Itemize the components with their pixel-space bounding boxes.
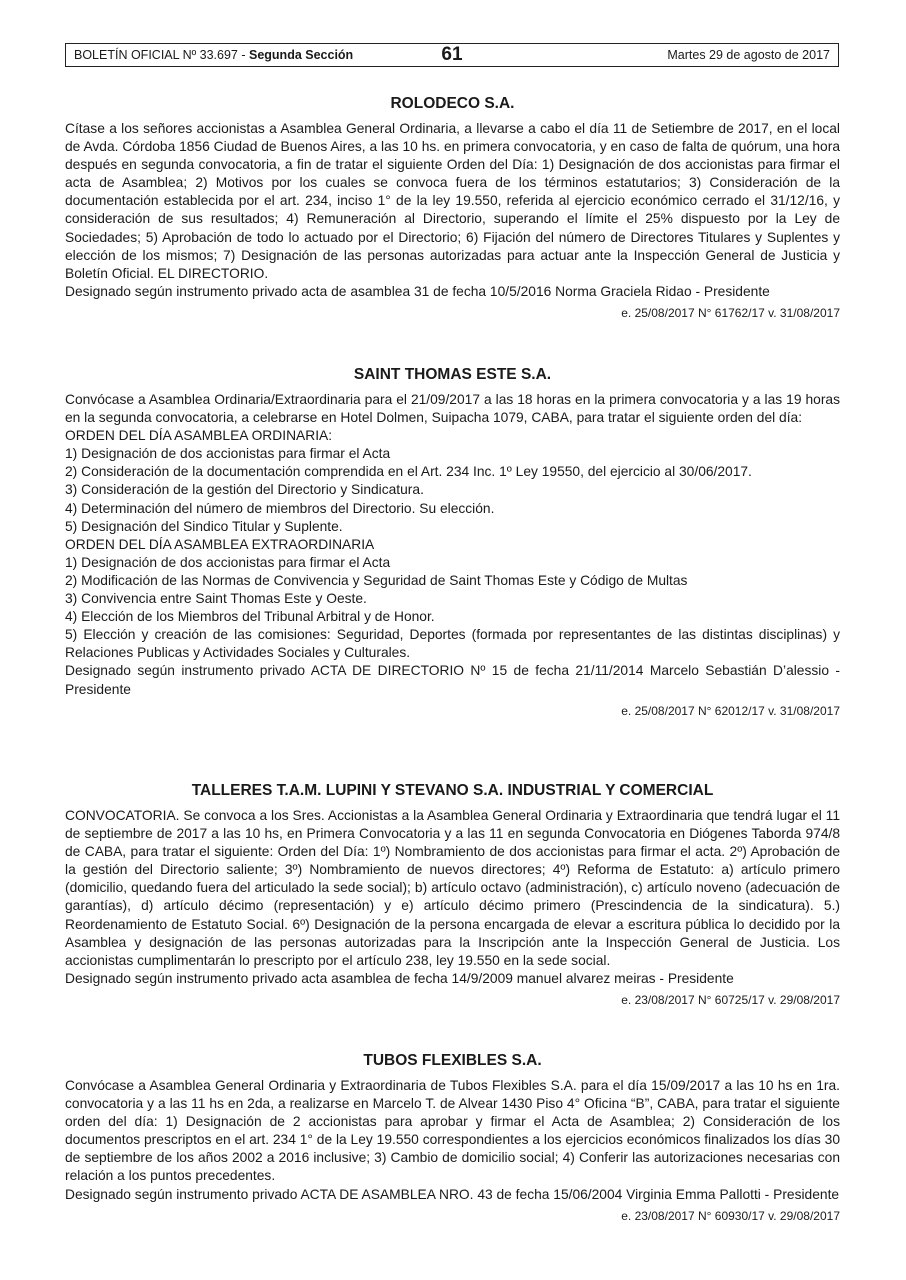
notice-body [65, 120, 840, 301]
agenda-item: 2) Consideración de la documentación comprendida en el Art. 234 Inc. 1º Ley 19550, del ejercicio al 30/06/2017. [65, 464, 752, 480]
notice-reference: e. 23/08/2017 N° 60725/17 v. 29/08/2017 [621, 992, 840, 1007]
notice-body [65, 807, 840, 988]
page-number: 61 [441, 44, 463, 65]
agenda-heading-ordinary: ORDEN DEL DÍA ASAMBLEA ORDINARIA: [65, 428, 333, 444]
notice-body [65, 1077, 840, 1204]
agenda-item: 5) Elección y creación de las comisiones: Seguridad, Deportes (formada por representantes de las distintas disciplinas) y Relaciones Publicas y Actividades Sociales y Culturales. [65, 627, 840, 661]
notice-title: TUBOS FLEXIBLES S.A. [363, 1052, 542, 1069]
notice-signature: Designado según instrumento privado ACTA DE DIRECTORIO Nº 15 de fecha 21/11/2014 Marcelo Sebastián D’alessio - Presidente [65, 663, 840, 697]
page-header [65, 43, 839, 67]
notice-body [65, 391, 840, 699]
publication-name: BOLETÍN OFICIAL Nº 33.697 - [74, 48, 249, 62]
notice-signature: Designado según instrumento privado ACTA DE ASAMBLEA NRO. 43 de fecha 15/06/2004 Virginia Emma Pallotti - Presidente [65, 1186, 840, 1202]
notice-title: TALLERES T.A.M. LUPINI Y STEVANO S.A. INDUSTRIAL Y COMERCIAL [191, 782, 714, 799]
notice-reference: e. 25/08/2017 N° 61762/17 v. 31/08/2017 [621, 305, 840, 320]
agenda-item: 5) Designación del Sindico Titular y Suplente. [65, 518, 343, 534]
notice-title: SAINT THOMAS ESTE S.A. [353, 366, 552, 383]
agenda-item: 3) Convivencia entre Saint Thomas Este y Oeste. [65, 591, 367, 607]
notice-text: Convócase a Asamblea General Ordinaria y Extraordinaria de Tubos Flexibles S.A. para el día 15/09/2017 a las 10 hs en 1ra. convocatoria y a las 11 hs en 2da, a realizarse en Marcelo T. de Alvear 1430 Piso 4° Oficina “B”, CABA, para tratar el siguiente orden del día: 1) Designación de 2 accionistas para aprobar y firmar el Acta de Asamblea; 2) Consideración de los documentos prescriptos en el art. 234 1° de la Ley 19.550 correspondientes a los ejercicios económicos finalizados los días 30 de septiembre de los años 2002 a 2016 inclusive; 3) Cambio de domicilio social; 4) Conferir las autorizaciones necesarias con relación a los puntos precedentes. [65, 1078, 840, 1184]
notice-text: CONVOCATORIA. Se convoca a los Sres. Accionistas a la Asamblea General Ordinaria y Extraordinaria que tendrá lugar el 11 de septiembre de 2017 a las 10 hs, en Primera Convocatoria y a las 11 en segunda Convocatoria en Diógenes Taborda 974/8 de CABA, para tratar el siguiente: Orden del Día: 1º) Nombramiento de dos accionistas para firmar el acta. 2º) Aprobación de la gestión del Directorio saliente; 3º) Nombramiento de nuevos directores; 4º) Reforma de Estatuto: a) artículo primero (domicilio, quedando fuera del articulado la sede social); b) artículo octavo (administración), c) artículo noveno (adecuación de garantías), d) artículo décimo (representación) y e) artículo décimo primero (Prescindencia de la sindicatura). 5.) Reordenamiento de Estatuto Social. 6º) Designación de la persona encargada de elevar a escritura pública lo decidido por la Asamblea y designación de las personas autorizadas para la Inscripción ante la Inspección General de Justicia. Los accionistas cumplimentarán lo prescripto por el artículo 238, ley 19.550 en la sede social. [65, 808, 840, 968]
notice-intro: Convócase a Asamblea Ordinaria/Extraordinaria para el 21/09/2017 a las 18 horas en la primera convocatoria y a las 19 horas en la segunda convocatoria, a celebrarse en Hotel Dolmen, Suipacha 1079, CABA, para tratar el siguiente orden del día: [65, 392, 840, 426]
agenda-item: 3) Consideración de la gestión del Directorio y Sindicatura. [65, 482, 424, 498]
notice-reference: e. 23/08/2017 N° 60930/17 v. 29/08/2017 [621, 1208, 840, 1223]
agenda-item: 2) Modificación de las Normas de Convivencia y Seguridad de Saint Thomas Este y Código de Multas [65, 572, 688, 588]
publication-date: Martes 29 de agosto de 2017 [667, 48, 830, 62]
section-name: Segunda Sección [249, 48, 354, 62]
notice-talleres-lupini [65, 782, 840, 1008]
notice-tubos-flexibles [65, 1052, 840, 1224]
notice-title: ROLODECO S.A. [390, 95, 515, 112]
agenda-item: 4) Determinación del número de miembros del Directorio. Su elección. [65, 500, 495, 516]
notice-rolodeco [65, 95, 840, 321]
agenda-item: 1) Designación de dos accionistas para firmar el Acta [65, 446, 391, 462]
agenda-item: 4) Elección de los Miembros del Tribunal Arbitral y de Honor. [65, 609, 435, 625]
notice-signature: Designado según instrumento privado acta de asamblea 31 de fecha 10/5/2016 Norma Graciela Ridao - Presidente [65, 283, 770, 299]
notice-text: Cítase a los señores accionistas a Asamblea General Ordinaria, a llevarse a cabo el día 11 de Setiembre de 2017, en el local de Avda. Córdoba 1856 Ciudad de Buenos Aires, a las 10 hs. en primera convocatoria, y en caso de falta de quórum, una hora después en segunda convocatoria, a fin de tratar el siguiente Orden del Día: 1) Designación de dos accionistas para firmar el acta de Asamblea; 2) Motivos por los cuales se convoca fuera de los términos estatutarios; 3) Consideración de la documentación establecida por el art. 234, inciso 1° de la ley 19.550, referida al ejercicio económico cerrado el 31/12/16, y consideración de sus resultados; 4) Remuneración al Directorio, superando el límite el 25% dispuesto por la Ley de Sociedades; 5) Aprobación de todo lo actuado por el Directorio; 6) Fijación del número de Directores Titulares y Suplentes y elección de los mismos; 7) Designación de las personas autorizadas para actuar ante la Inspección General de Justicia y Boletín Oficial. EL DIRECTORIO. [65, 121, 840, 281]
notice-saint-thomas [65, 366, 840, 719]
agenda-item: 1) Designación de dos accionistas para firmar el Acta [65, 554, 391, 570]
notice-reference: e. 25/08/2017 N° 62012/17 v. 31/08/2017 [621, 703, 840, 718]
notice-signature: Designado según instrumento privado acta asamblea de fecha 14/9/2009 manuel alvarez meiras - Presidente [65, 970, 734, 986]
agenda-heading-extraordinary: ORDEN DEL DÍA ASAMBLEA EXTRAORDINARIA [65, 536, 375, 552]
